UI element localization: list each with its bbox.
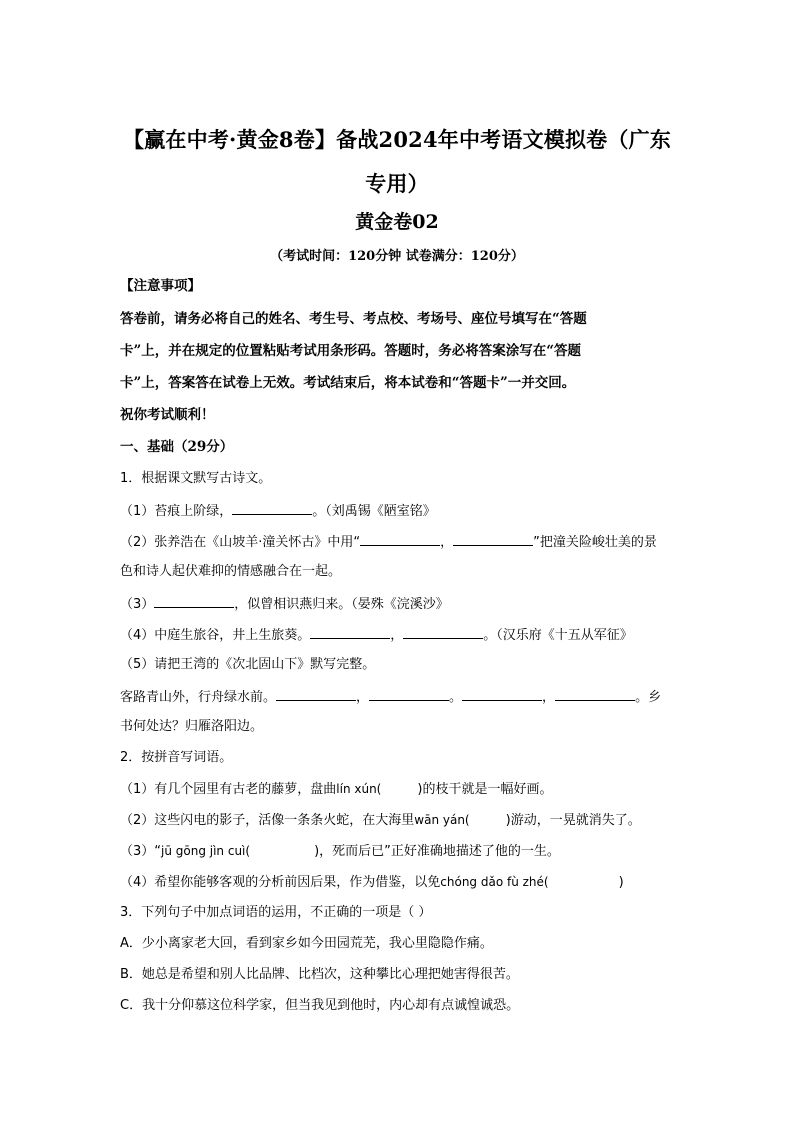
q3-option-c[interactable]: C．我十分仰慕这位科学家，但当我见到他时，内心却有点诚惶诚恐。	[120, 998, 520, 1013]
q3-option-a[interactable]: A．少小离家老大回，看到家乡如今田园荒芜，我心里隐隐作痛。	[120, 936, 493, 951]
q2-item-4: （4）希望你能够客观的分析前因后果，作为借鉴，以免chóng dǎo fù zhé( )	[120, 872, 680, 893]
answer-blank[interactable]	[555, 686, 635, 701]
q2-stem: 2．按拼音写词语。	[120, 750, 233, 765]
answer-blank[interactable]	[250, 841, 314, 855]
notice-heading: 【注意事项】	[120, 278, 201, 294]
paper-subtitle: 黄金卷02	[355, 211, 439, 233]
q1-item-6: 客路青山外，行舟绿水前。 ， 。 ， 。乡	[120, 686, 680, 708]
answer-blank[interactable]	[276, 686, 356, 701]
answer-blank[interactable]	[360, 531, 440, 546]
answer-blank[interactable]	[403, 624, 483, 639]
q1-stem: 1．根据课文默写古诗文。	[120, 471, 272, 486]
answer-blank[interactable]	[381, 779, 417, 793]
answer-blank[interactable]	[154, 593, 234, 608]
answer-blank[interactable]	[462, 686, 542, 701]
answer-blank[interactable]	[549, 872, 619, 886]
notice-line-1: 答卷前，请务必将自己的姓名、考生号、考点校、考场号、座位号填写在“答题	[120, 311, 587, 327]
answer-blank[interactable]	[310, 624, 390, 639]
notice-line-2: 卡”上，并在规定的位置粘贴考试用条形码。答题时，务必将答案涂写在“答题	[120, 343, 582, 359]
section-1-heading: 一、基础（29分）	[120, 439, 234, 455]
notice-line-4: 祝你考试顺利！	[120, 407, 215, 423]
exam-time-note: （考试时间：120分钟 试卷满分：120分）	[270, 249, 524, 264]
q1-item-2: （2）张养浩在《山坡羊·潼关怀古》中用“ ， ”把潼关险峻壮美的景	[120, 531, 680, 553]
page-title: 【赢在中考·黄金8卷】备战2024年中考语文模拟卷（广东专用）	[123, 127, 671, 196]
q3-option-b[interactable]: B．她总是希望和别人比品牌、比档次，这种攀比心理把她害得很苦。	[120, 967, 519, 982]
q1-item-4: （4）中庭生旅谷，井上生旅葵。 ， 。（汉乐府《十五从军征》	[120, 624, 680, 646]
q2-item-1: （1）有几个园里有古老的藤萝，盘曲lín xún( )的枝干就是一幅好画。	[120, 779, 680, 800]
answer-blank[interactable]	[470, 810, 506, 824]
q3-stem: 3．下列句子中加点词语的运用，不正确的一项是（ ）	[120, 905, 432, 920]
q2-item-3: （3）“jū gōng jìn cuì( )，死而后已”正好准确地描述了他的一生。	[120, 841, 680, 862]
q1-item-6-cont: 书何处达？归雁洛阳边。	[120, 719, 264, 734]
answer-blank[interactable]	[232, 500, 312, 515]
notice-line-3: 卡”上，答案答在试卷上无效。考试结束后，将本试卷和“答题卡”一并交回。	[120, 375, 576, 391]
q1-item-5: （5）请把王湾的《次北固山下》默写完整。	[120, 657, 376, 672]
q1-item-2-cont: 色和诗人起伏难抑的情感融合在一起。	[120, 564, 342, 579]
answer-blank[interactable]	[453, 531, 533, 546]
answer-blank[interactable]	[369, 686, 449, 701]
q2-item-2: （2）这些闪电的影子，活像一条条火蛇，在大海里wān yán( )游动，一晃就消失了。	[120, 810, 680, 831]
q1-item-1: （1）苔痕上阶绿， 。（刘禹锡《陋室铭》	[120, 500, 680, 522]
q1-item-3: （3） ，似曾相识燕归来。（晏殊《浣溪沙》	[120, 593, 680, 615]
